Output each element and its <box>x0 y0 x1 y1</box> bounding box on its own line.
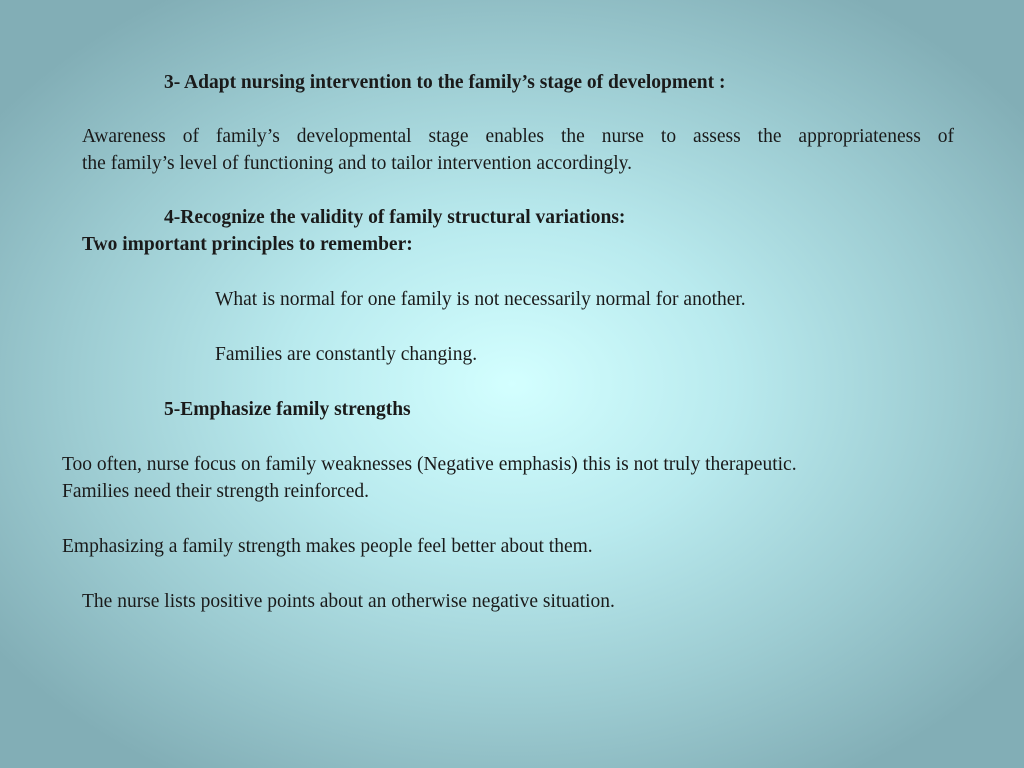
section3-paragraph-line1: Awareness of family’s developmental stage enables the nurse to assess the appropriateness of <box>82 126 954 147</box>
section4-subheading: Two important principles to remember: <box>82 234 413 255</box>
section5-statement: Emphasizing a family strength makes people feel better about them. <box>62 536 593 557</box>
section3-paragraph <box>82 123 954 177</box>
section5-heading: 5-Emphasize family strengths <box>164 399 411 420</box>
principle-item: What is normal for one family is not necessarily normal for another. <box>215 289 746 310</box>
principle-item: Families are constantly changing. <box>215 344 478 365</box>
section3-heading: 3- Adapt nursing intervention to the family’s stage of development : <box>164 72 726 93</box>
section5-paragraph-line2: Families need their strength reinforced. <box>62 481 370 502</box>
section5-closing: The nurse lists positive points about an otherwise negative situation. <box>82 591 615 612</box>
section5-paragraph-line1: Too often, nurse focus on family weaknesses (Negative emphasis) this is not truly therapeutic. <box>62 454 797 475</box>
section3-paragraph-line2: the family’s level of functioning and to tailor intervention accordingly. <box>82 153 632 174</box>
section4-heading: 4-Recognize the validity of family structural variations: <box>164 207 626 228</box>
